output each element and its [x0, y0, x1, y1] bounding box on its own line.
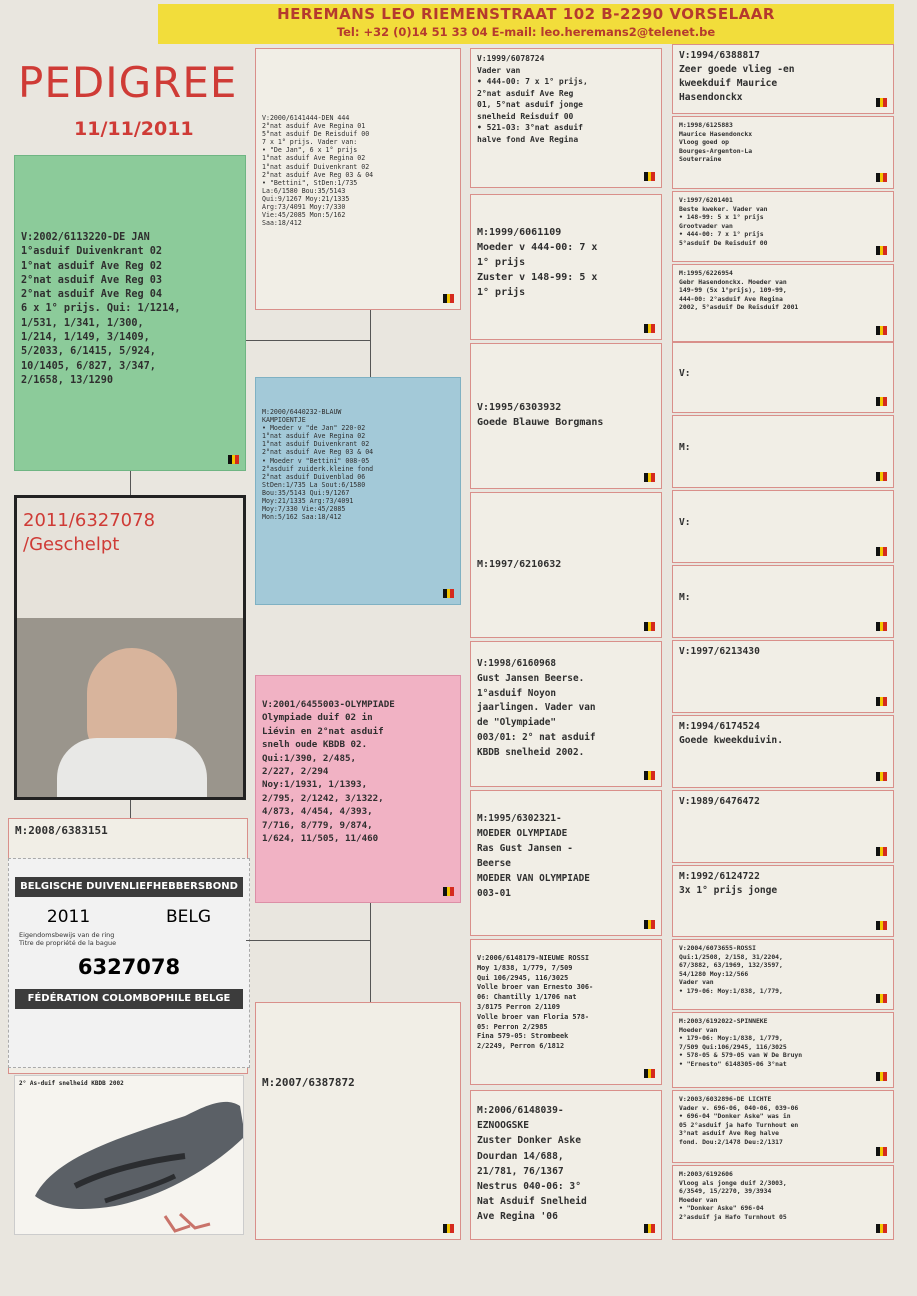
gen3-box-2: [470, 194, 662, 340]
pedigree-date: 11/11/2011: [74, 118, 194, 140]
sire-text: V:2002/6113220-DE JAN 1°asduif Duivenkrant 02 1°nat asduif Ave Reg 02 2°nat asduif Ave Reg 03 2°nat asduif Ave Reg 04 6 x 1° prijs. Qui: 1/1214, 1/531, 1/341, 1/300, 1/214, 1/149, 3/1409, 5/2033, 6/1415, 5/924, 10/1405, 6/827, 3/347, 2/1658, 13/1290: [21, 232, 181, 386]
belgian-flag-icon: [876, 547, 887, 556]
gen4-box-1: [672, 44, 894, 114]
belgian-flag-icon: [876, 847, 887, 856]
gen4-box-6: [672, 415, 894, 488]
gen4-box-16: [672, 1165, 894, 1240]
dam-dam-text: M:2007/6387872: [262, 1076, 355, 1089]
gen3-text-8: M:2006/6148039- EZNOOGSKE Zuster Donker Aske Dourdan 14/688, 21/781, 76/1367 Nestrus 040-06: 3° Nat Asduif Snelheid Ave Regina '06: [477, 1105, 587, 1223]
connector-line: [246, 340, 370, 341]
belgian-flag-icon: [876, 772, 887, 781]
gen3-box-7: [470, 939, 662, 1085]
owner-photo: [14, 495, 246, 800]
belgian-flag-icon: [443, 887, 454, 896]
belgian-flag-icon: [876, 1147, 887, 1156]
gen3-box-3: [470, 343, 662, 489]
belgian-flag-icon: [876, 472, 887, 481]
gen4-box-2: [672, 116, 894, 189]
gen4-text-10: M:1994/6174524 Goede kweekduivin.: [679, 721, 783, 746]
belgian-flag-icon: [443, 589, 454, 598]
gen4-text-16: M:2003/6192606 Vloog als jonge duif 2/3003, 6/3549, 15/2270, 39/3934 Moeder van • "Donker Aske" 696-04 2°asduif ja Hafo Turnhout 05: [679, 1170, 787, 1221]
dam-text: M:2008/6383151: [15, 824, 108, 837]
gen4-box-11: [672, 790, 894, 863]
gen3-box-1: [470, 48, 662, 188]
ring-org-fr: FÉDÉRATION COLOMBOPHILE BELGE: [15, 989, 243, 1009]
ring-country: BELG: [166, 907, 212, 927]
pigeon-icon: [15, 1076, 244, 1235]
gen4-text-1: V:1994/6388817 Zeer goede vlieg -en kweekduif Maurice Hasendonckx: [679, 50, 795, 103]
gen3-box-5: [470, 641, 662, 787]
gen4-box-7: [672, 490, 894, 563]
gen4-text-11: V:1989/6476472: [679, 796, 760, 807]
gen4-text-5: V:: [679, 367, 691, 379]
gen4-text-12: M:1992/6124722 3x 1° prijs jonge: [679, 871, 778, 896]
photo-ring-number: 2011/6327078: [23, 510, 156, 531]
gen4-text-4: M:1995/6226954 Gebr Hasendonckx. Moeder van 149-99 (5x 1°prijs), 109-99, 444-00: 2°asduif Ave Regina 2002, 5°asduif De Reisduif 2001: [679, 269, 799, 312]
belgian-flag-icon: [644, 771, 655, 780]
belgian-flag-icon: [443, 1224, 454, 1233]
belgian-flag-icon: [443, 294, 454, 303]
ring-year: 2011: [46, 907, 91, 927]
gen4-text-7: V:: [679, 516, 691, 528]
gen3-text-7: V:2006/6148179-NIEUWE ROSSI Moy 1/838, 1/779, 7/509 Qui 106/2945, 116/3025 Volle broer van Ernesto 306- 06: Chantilly 1/1706 nat 3/8175 Perron 2/1109 Volle broer van Floria 578- 05: Perron 2/2985 Fina 579-05: Strombeek 2/2249, Perron 6/1812: [477, 954, 594, 1051]
connector-line: [130, 800, 131, 818]
connector-line: [130, 471, 131, 495]
belgian-flag-icon: [876, 697, 887, 706]
gen4-text-14: M:2003/6192022-SPINNEKE Moeder van • 179-06: Moy:1/838, 1/779, 7/509 Qui:106/2945, 116/3025 • 578-05 & 579-05 van W De Bruyn • "Ernesto" 6148305-06 3°nat: [679, 1017, 803, 1068]
sire-dam-box: [255, 377, 461, 605]
connector-line: [370, 903, 371, 1002]
belgian-flag-icon: [644, 172, 655, 181]
belgian-flag-icon: [644, 622, 655, 631]
sire-box: [14, 155, 246, 471]
belgian-flag-icon: [644, 324, 655, 333]
photo-status: /Geschelpt: [23, 534, 120, 555]
gen4-box-13: [672, 939, 894, 1010]
gen3-text-2: M:1999/6061109 Moeder v 444-00: 7 x 1° prijs Zuster v 148-99: 5 x 1° prijs: [477, 227, 598, 298]
belgian-flag-icon: [644, 1069, 655, 1078]
gen4-text-13: V:2004/6073655-ROSSI Qui:1/2508, 2/158, 31/2204, 67/3882, 63/1969, 132/3597, 54/1280 Moy:12/566 Vader van • 179-06: Moy:1/838, 1/779,: [679, 944, 783, 995]
breeder-contact: Tel: +32 (0)14 51 33 04 E-mail: leo.heremans2@telenet.be: [336, 25, 716, 39]
gen3-text-3: V:1995/6303932 Goede Blauwe Borgmans: [477, 402, 604, 428]
gen3-text-6: M:1995/6302321- MOEDER OLYMPIADE Ras Gust Jansen - Beerse MOEDER VAN OLYMPIADE 003-01: [477, 813, 590, 899]
pigeon-caption: 2° As-duif snelheid KBDB 2002: [19, 1080, 124, 1087]
belgian-flag-icon: [644, 920, 655, 929]
gen4-box-14: [672, 1012, 894, 1088]
ring-card: [8, 858, 250, 1068]
gen3-text-4: M:1997/6210632: [477, 559, 562, 570]
belgian-flag-icon: [876, 326, 887, 335]
gen4-text-8: M:: [679, 591, 691, 603]
gen4-box-8: [672, 565, 894, 638]
gen4-box-10: [672, 715, 894, 788]
gen3-text-5: V:1998/6160968 Gust Jansen Beerse. 1°asduif Noyon jaarlingen. Vader van de "Olympiade" 003/01: 2° nat asduif KBDB snelheid 2002.: [477, 658, 596, 758]
gen4-text-15: V:2003/6032896-DE LICHTE Vader v. 696-06, 040-06, 039-06 • 696-04 "Donker Aske" was in 05 2°asduif ja hafo Turnhout en 3°nat asduif Ave Reg halve fond. Dou:2/1478 Deu:2/1317: [679, 1095, 799, 1146]
gen3-text-1: V:1999/6078724 Vader van • 444-00: 7 x 1° prijs, 2°nat asduif Ave Reg 01, 5°nat asduif jonge snelheid Reisduif 00 • 521-03: 3°nat asduif halve fond Ave Regina: [477, 54, 588, 144]
belgian-flag-icon: [644, 473, 655, 482]
dam-dam-box: [255, 1002, 461, 1240]
belgian-flag-icon: [876, 994, 887, 1003]
gen4-box-3: [672, 191, 894, 262]
gen4-box-9: [672, 640, 894, 713]
gen3-box-8: [470, 1090, 662, 1240]
belgian-flag-icon: [876, 622, 887, 631]
gen4-box-5: [672, 342, 894, 413]
header-banner: [158, 4, 894, 44]
gen4-box-15: [672, 1090, 894, 1163]
belgian-flag-icon: [876, 1072, 887, 1081]
sire-dam-text: M:2000/6440232-BLAUW KAMPIOENTJE • Moeder v "de Jan" 220-02 1°nat asduif Ave Regina 02 1°nat asduif Duivenkrant 02 2°nat asduif Ave Reg 03 & 04 • Moeder v "Bettini" 008-05 2°asduif zuiderk.kleine fond 2°nat asduif Duivenblad 06 StDen:1/735 La Sout:6/1580 Bou:35/5143 Qui:9/1267 Moy:21/1335 Arg:73/4091 Moy:7/330 Vie:45/2085 Mon:5/162 Saa:18/412: [262, 408, 374, 522]
ring-number: 6327078: [77, 955, 181, 979]
belgian-flag-icon: [876, 173, 887, 182]
connector-line: [370, 310, 371, 377]
page-title: PEDIGREE: [18, 58, 238, 107]
belgian-flag-icon: [876, 1224, 887, 1233]
belgian-flag-icon: [876, 246, 887, 255]
gen4-box-12: [672, 865, 894, 937]
dam-sire-text: V:2001/6455003-OLYMPIADE Olympiade duif 02 in Liévin en 2°nat asduif snelh oude KBDB 02. Qui:1/390, 2/485, 2/227, 2/294 Noy:1/1931, 1/1393, 2/795, 2/1242, 3/1322, 4/873, 4/454, 4/393, 7/716, 8/779, 9/874, 1/624, 11/505, 11/460: [262, 699, 395, 845]
ring-note: Eigendomsbewijs van de ring Titre de propriété de la bague: [19, 931, 117, 947]
connector-line: [246, 940, 370, 941]
gen4-text-2: M:1998/6125883 Maurice Hasendonckx Vloog goed op Bourges-Argenton-La Souterraine: [679, 121, 753, 164]
pigeon-photo: [14, 1075, 244, 1235]
belgian-flag-icon: [644, 1224, 655, 1233]
gen3-box-6: [470, 790, 662, 936]
dam-sire-box: [255, 675, 461, 903]
gen4-text-6: M:: [679, 441, 691, 453]
sire-sire-box: [255, 48, 461, 310]
belgian-flag-icon: [876, 921, 887, 930]
gen4-box-4: [672, 264, 894, 342]
belgian-flag-icon: [876, 98, 887, 107]
gen4-text-3: V:1997/6201401 Beste kweker. Vader van • 148-99: 5 x 1° prijs Grootvader van • 444-00: 7 x 1° prijs 5°asduif De Reisduif 00: [679, 196, 768, 247]
breeder-address: HEREMANS LEO RIEMENSTRAAT 102 B-2290 VORSELAAR: [277, 5, 775, 23]
belgian-flag-icon: [228, 455, 239, 464]
belgian-flag-icon: [876, 397, 887, 406]
sire-sire-text: V:2000/6141444-DEN 444 2°nat asduif Ave Regina 01 5°nat asduif De Reisduif 00 7 x 1° prijs. Vader van: • "De Jan", 6 x 1° prijs 1°nat asduif Ave Regina 02 1°nat asduif Duivenkrant 02 2°nat asduif Ave Reg 03 & 04 • "Bettini", StDen:1/735 La:6/1580 Bou:35/5143 Qui:9/1267 Moy:21/1335 Arg:73/4091 Moy:7/330 Vie:45/2085 Mon:5/162 Saa:18/412: [262, 114, 374, 228]
ring-org: BELGISCHE DUIVENLIEFHEBBERSBOND: [15, 877, 243, 897]
gen4-text-9: V:1997/6213430: [679, 646, 760, 657]
gen3-box-4: [470, 492, 662, 638]
